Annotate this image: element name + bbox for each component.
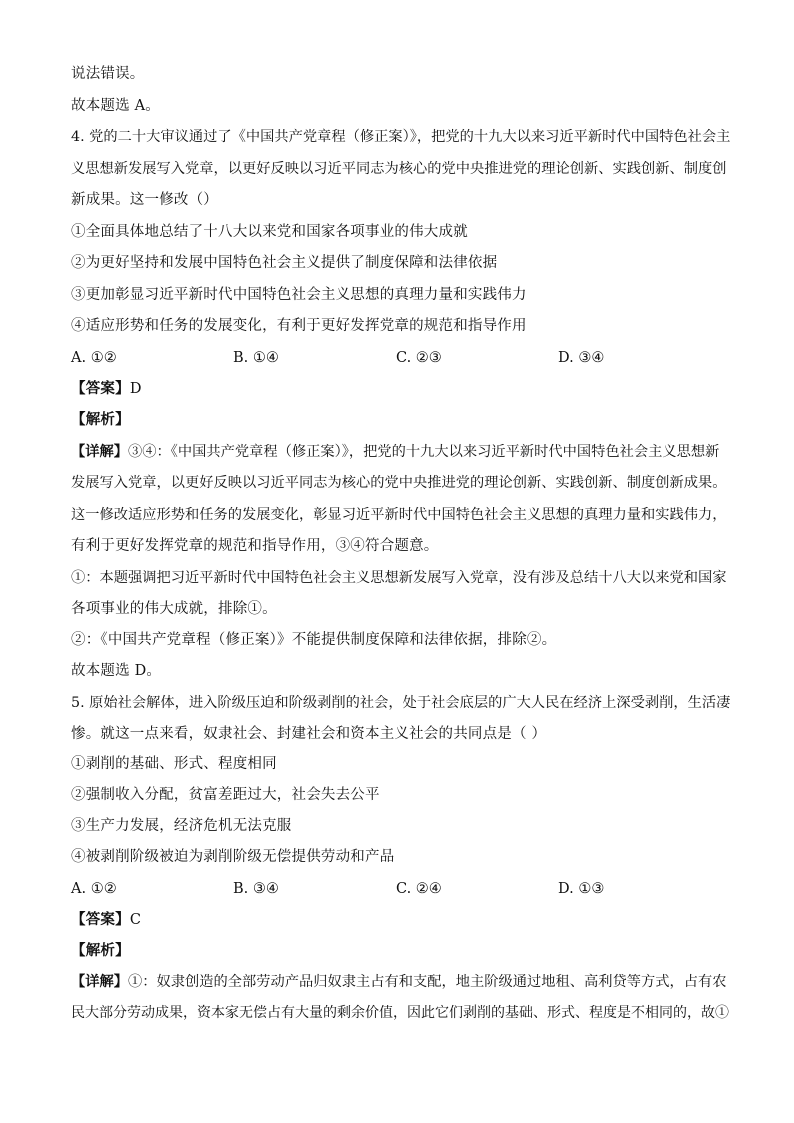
q5-detail-line-1 xyxy=(71,972,731,992)
q4-detail-line-3: 这一修改适应形势和任务的发展变化，彰显习近平新时代中国特色社会主义思想的真理力量和实践伟力， xyxy=(71,507,727,523)
q4-answer-label: 【答案】 xyxy=(71,380,130,397)
q4-options xyxy=(0,348,794,368)
q4-option-b: B. ①④ xyxy=(233,350,279,366)
q4-stem-line-3: 新成果。这一修改（） xyxy=(71,192,218,208)
q4-detail-line-8: 故本题选 D。 xyxy=(71,663,162,679)
q5-statement-1: ①剥削的基础、形式、程度相同 xyxy=(71,756,277,772)
q5-statement-4: ④被剥削阶级被迫为剥削阶级无偿提供劳动和产品 xyxy=(71,849,395,865)
q5-option-a: A. ①② xyxy=(71,881,117,897)
q5-stem-line-1: 5. 原始社会解体，进入阶级压迫和阶级剥削的社会，处于社会底层的广大人民在经济上深受剥削，生活凄 xyxy=(71,695,731,711)
q4-detail-label: 【详解】 xyxy=(71,444,129,460)
q4-analysis-label: 【解析】 xyxy=(71,411,130,428)
q5-detail-text-1: ①：奴隶创造的全部劳动产品归奴隶主占有和支配，地主阶级通过地租、高利贷等方式，占有农 xyxy=(128,974,727,990)
q4-statement-4: ④适应形势和任务的发展变化，有利于更好发挥党章的规范和指导作用 xyxy=(71,318,527,334)
q5-statement-2: ②强制收入分配，贫富差距过大，社会失去公平 xyxy=(71,787,380,803)
q4-option-a: A. ①② xyxy=(71,350,117,366)
q4-stem-line-2: 义思想新发展写入党章，以更好反映以习近平同志为核心的党中央推进党的理论创新、实践创新、制度创 xyxy=(71,161,727,177)
q5-option-d: D. ①③ xyxy=(558,881,605,897)
q4-answer-value: D xyxy=(129,381,142,397)
q5-option-b: B. ③④ xyxy=(233,881,279,897)
q4-answer xyxy=(71,379,731,399)
q4-statement-2: ②为更好坚持和发展中国特色社会主义提供了制度保障和法律依据 xyxy=(71,255,498,271)
q4-detail-line-5: ①：本题强调把习近平新时代中国特色社会主义思想新发展写入党章，没有涉及总结十八大以来党和国家 xyxy=(71,570,727,586)
q4-option-d: D. ③④ xyxy=(558,350,605,366)
q4-stem-line-1: 4. 党的二十大审议通过了《中国共产党章程（修正案）》，把党的十九大以来习近平新时代中国特色社会主 xyxy=(71,129,731,145)
q5-detail-line-2: 民大部分劳动成果，资本家无偿占有大量的剩余价值，因此它们剥削的基础、形式、程度是不相同的，故① xyxy=(71,1005,729,1021)
q4-detail-line-6: 各项事业的伟大成就，排除①。 xyxy=(71,601,277,617)
prev-tail-text: 说法错误。 xyxy=(71,66,145,82)
q4-detail-text-1: ③④：《中国共产党章程（修正案）》，把党的十九大以来习近平新时代中国特色社会主义思想新 xyxy=(128,444,720,460)
q5-detail-label: 【详解】 xyxy=(71,974,129,990)
q4-detail-line-4: 有利于更好发挥党章的规范和指导作用，③④符合题意。 xyxy=(71,538,439,554)
q4-detail-line-2: 发展写入党章，以更好反映以习近平同志为核心的党中央推进党的理论创新、实践创新、制度创新成果。 xyxy=(71,475,727,491)
q4-detail-line-1 xyxy=(71,442,731,462)
q4-statement-1: ①全面具体地总结了十八大以来党和国家各项事业的伟大成就 xyxy=(71,224,468,240)
q4-option-c: C. ②③ xyxy=(396,350,442,366)
q5-stem-line-2: 惨。就这一点来看，奴隶社会、封建社会和资本主义社会的共同点是（ ） xyxy=(71,726,547,742)
q5-analysis-label: 【解析】 xyxy=(71,942,130,959)
q5-answer-value: C xyxy=(129,912,142,928)
q5-answer xyxy=(71,910,731,930)
q5-statement-3: ③生产力发展，经济危机无法克服 xyxy=(71,818,292,834)
q4-detail-line-7: ②：《中国共产党章程（修正案）》不能提供制度保障和法律依据，排除②。 xyxy=(71,632,557,648)
q5-options xyxy=(0,879,794,899)
q5-option-c: C. ②④ xyxy=(396,881,442,897)
q5-answer-label: 【答案】 xyxy=(71,911,130,928)
prev-conclusion: 故本题选 A。 xyxy=(71,98,160,114)
q4-statement-3: ③更加彰显习近平新时代中国特色社会主义思想的真理力量和实践伟力 xyxy=(71,287,527,303)
